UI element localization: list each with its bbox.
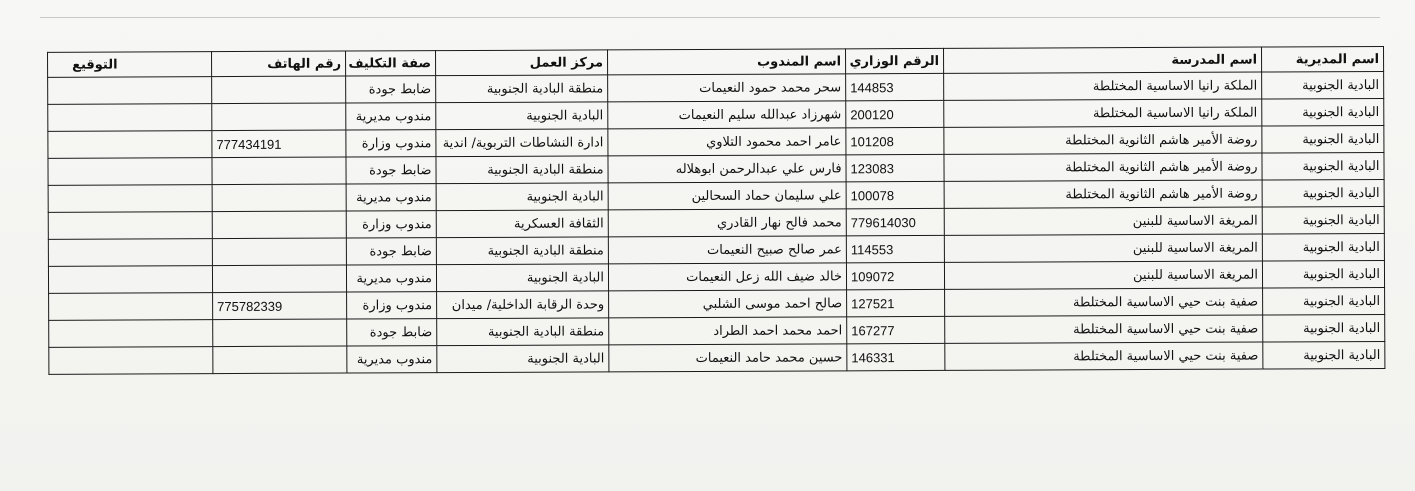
cell-delegate: عمر صالح صبيح النعيمات: [608, 236, 846, 264]
cell-delegate: صالح احمد موسى الشلبي: [609, 290, 847, 318]
cell-workplace: منطقة البادية الجنوبية: [436, 237, 608, 265]
cell-signature: [48, 131, 212, 159]
cell-workplace: منطقة البادية الجنوبية: [436, 156, 608, 184]
cell-workplace: البادية الجنوبية: [436, 264, 608, 292]
cell-signature: [48, 266, 212, 294]
cell-ministry-number: 127521: [847, 289, 945, 316]
cell-signature: [49, 320, 213, 348]
cell-directorate: البادية الجنوبية: [1262, 72, 1384, 100]
cell-delegate: شهرزاد عبدالله سليم النعيمات: [608, 101, 846, 129]
cell-school: صفية بنت حيي الاساسية المختلطة: [945, 288, 1263, 316]
cell-delegate: احمد محمد احمد الطراد: [609, 317, 847, 345]
cell-role: ضابط جودة: [347, 319, 437, 346]
cell-workplace: منطقة البادية الجنوبية: [436, 75, 608, 103]
cell-school: صفية بنت حيي الاساسية المختلطة: [945, 342, 1263, 370]
cell-ministry-number: 100078: [846, 181, 944, 208]
cell-role: ضابط جودة: [346, 157, 436, 184]
cell-school: المريغة الاساسية للبنين: [944, 234, 1262, 262]
cell-directorate: البادية الجنوبية: [1262, 126, 1384, 154]
cell-school: صفية بنت حيي الاساسية المختلطة: [945, 315, 1263, 343]
header-ministry-number: الرقم الوزاري: [846, 48, 944, 73]
cell-signature: [48, 239, 212, 267]
delegates-table: [47, 46, 1385, 375]
cell-phone: [212, 211, 346, 239]
cell-ministry-number: 101208: [846, 127, 944, 154]
header-delegate: اسم المندوب: [608, 49, 846, 75]
cell-workplace: منطقة البادية الجنوبية: [437, 318, 609, 346]
cell-directorate: البادية الجنوبية: [1262, 261, 1384, 289]
cell-phone: [212, 103, 346, 131]
cell-workplace: البادية الجنوبية: [436, 102, 608, 130]
cell-school: الملكة رانيا الاساسية المختلطة: [944, 99, 1262, 127]
cell-role: ضابط جودة: [346, 238, 436, 265]
cell-ministry-number: 167277: [847, 316, 945, 343]
cell-school: المريغة الاساسية للبنين: [944, 207, 1262, 235]
cell-directorate: البادية الجنوبية: [1262, 207, 1384, 235]
cell-delegate: عامر احمد محمود التلاوي: [608, 128, 846, 156]
cell-directorate: البادية الجنوبية: [1263, 341, 1385, 369]
cell-school: روضة الأمير هاشم الثانوية المختلطة: [944, 153, 1262, 181]
header-role: صفة التكليف: [346, 51, 436, 76]
cell-ministry-number: 114553: [846, 235, 944, 262]
cell-role: مندوب مديرية: [346, 103, 436, 130]
cell-delegate: فارس علي عبدالرحمن ابوهلاله: [608, 155, 846, 183]
cell-signature: [49, 293, 213, 321]
cell-signature: [49, 347, 213, 375]
cell-role: مندوب وزارة: [347, 292, 437, 319]
cell-school: الملكة رانيا الاساسية المختلطة: [944, 72, 1262, 100]
header-workplace: مركز العمل: [436, 50, 608, 76]
cell-directorate: البادية الجنوبية: [1263, 314, 1385, 342]
cell-workplace: البادية الجنوبية: [436, 183, 608, 211]
cell-ministry-number: 109072: [846, 262, 944, 289]
header-signature: التوقيع: [48, 52, 212, 78]
cell-directorate: البادية الجنوبية: [1262, 234, 1384, 262]
top-border-line: [40, 17, 1380, 18]
header-directorate: اسم المديرية: [1262, 47, 1384, 73]
cell-phone: 777434191: [212, 130, 346, 158]
cell-directorate: البادية الجنوبية: [1262, 99, 1384, 127]
cell-phone: [212, 184, 346, 212]
cell-signature: [48, 185, 212, 213]
cell-school: المريغة الاساسية للبنين: [944, 261, 1262, 289]
cell-delegate: حسين محمد حامد النعيمات: [609, 344, 847, 372]
cell-signature: [48, 212, 212, 240]
cell-role: مندوب مديرية: [346, 184, 436, 211]
cell-workplace: البادية الجنوبية: [437, 345, 609, 373]
cell-phone: 775782339: [213, 292, 347, 320]
cell-role: مندوب وزارة: [346, 211, 436, 238]
header-phone: رقم الهاتف: [212, 51, 346, 77]
cell-role: مندوب مديرية: [346, 265, 436, 292]
cell-ministry-number: 146331: [847, 343, 945, 370]
cell-delegate: علي سليمان حماد السحالين: [608, 182, 846, 210]
cell-role: مندوب مديرية: [347, 346, 437, 373]
cell-signature: [48, 158, 212, 186]
cell-workplace: وحدة الرقابة الداخلية/ ميدان: [437, 291, 609, 319]
cell-signature: [48, 77, 212, 105]
cell-directorate: البادية الجنوبية: [1262, 153, 1384, 181]
cell-phone: [212, 265, 346, 293]
cell-phone: [212, 238, 346, 266]
cell-ministry-number: 779614030: [846, 208, 944, 235]
table-row: [49, 341, 1385, 374]
header-school: اسم المدرسة: [944, 47, 1262, 73]
cell-workplace: ادارة النشاطات التربوية/ اندية: [436, 129, 608, 157]
cell-directorate: البادية الجنوبية: [1262, 180, 1384, 208]
cell-role: مندوب وزارة: [346, 130, 436, 157]
cell-delegate: سحر محمد حمود النعيمات: [608, 74, 846, 102]
cell-school: روضة الأمير هاشم الثانوية المختلطة: [944, 180, 1262, 208]
cell-phone: [213, 346, 347, 374]
cell-ministry-number: 123083: [846, 154, 944, 181]
cell-ministry-number: 200120: [846, 100, 944, 127]
cell-directorate: البادية الجنوبية: [1263, 287, 1385, 315]
cell-delegate: خالد ضيف الله زعل النعيمات: [608, 263, 846, 291]
cell-signature: [48, 104, 212, 132]
cell-ministry-number: 144853: [846, 73, 944, 100]
cell-phone: [212, 157, 346, 185]
cell-phone: [212, 76, 346, 104]
cell-phone: [213, 319, 347, 347]
cell-workplace: الثقافة العسكرية: [436, 210, 608, 238]
cell-delegate: محمد فالح نهار القادري: [608, 209, 846, 237]
cell-school: روضة الأمير هاشم الثانوية المختلطة: [944, 126, 1262, 154]
cell-role: ضابط جودة: [346, 76, 436, 103]
